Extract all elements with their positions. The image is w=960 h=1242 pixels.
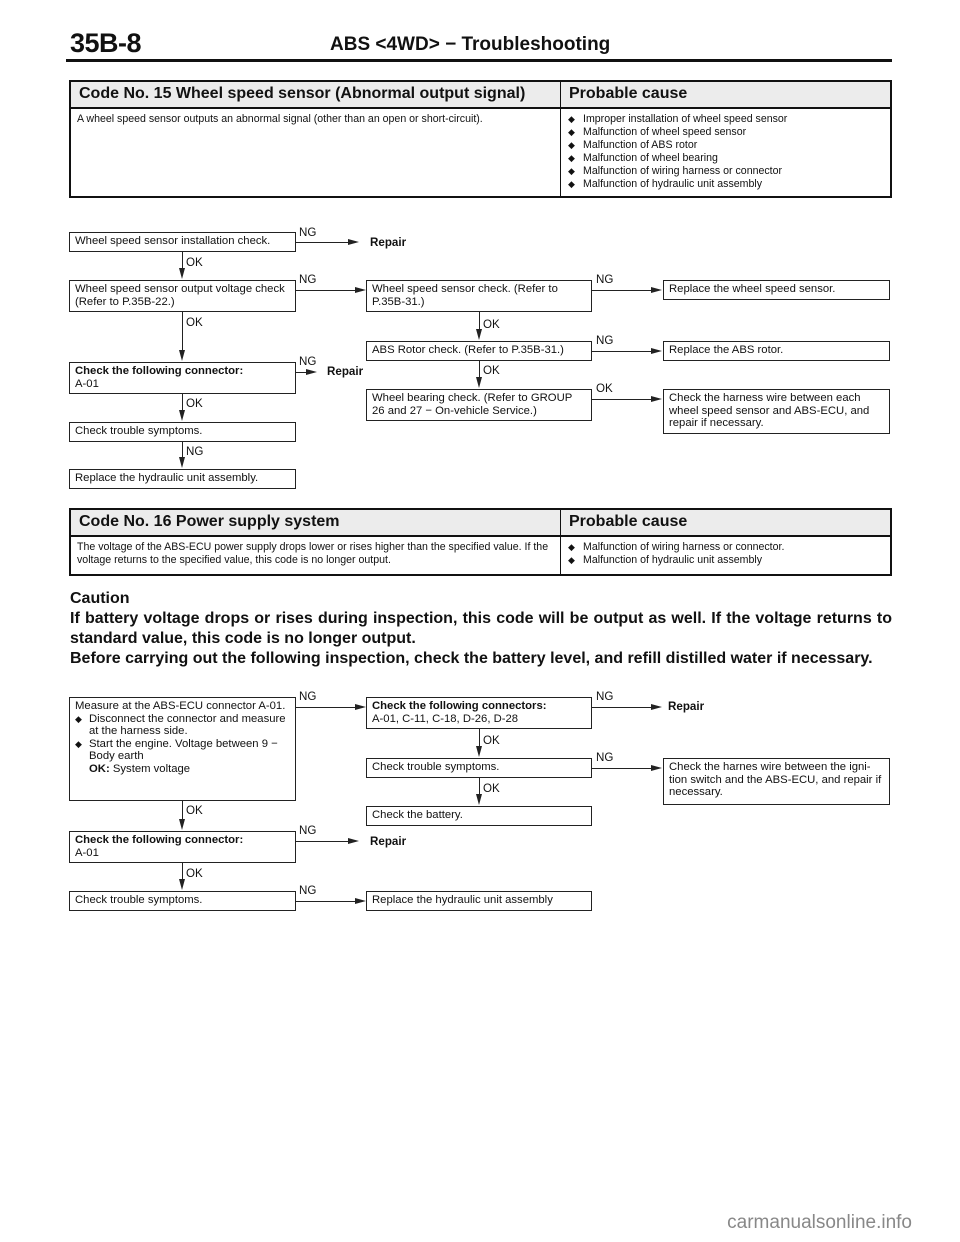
ng-label: NG [186, 445, 204, 458]
ng-connector-line [592, 768, 652, 769]
ok-label: OK [186, 804, 203, 817]
arrow-down-icon [179, 350, 185, 361]
ok-label: OK [483, 364, 500, 377]
ok-spec-label: OK: [89, 762, 110, 775]
code16-description: The voltage of the ABS-ECU power supply drops lower or rises higher than the specified value. If the voltage returns to the specified value, this code is no longer output. [70, 536, 561, 575]
battery-check-box: Check the battery. [366, 806, 592, 826]
ok-connector-line [479, 312, 480, 330]
cause-item: ◆ Malfunction of hydraulic unit assembly [567, 554, 884, 567]
repair-label: Repair [370, 835, 407, 848]
measure-step-2: ◆ Start the engine. Voltage between 9 − Body earth [75, 738, 290, 763]
arrow-down-icon [179, 879, 185, 890]
install-check-box: Wheel speed sensor installation check. [69, 232, 296, 252]
ng-connector-line [592, 290, 652, 291]
code15-cause-header: Probable cause [561, 81, 892, 108]
rotor-check-box: ABS Rotor check. (Refer to P.35B-31.) [366, 341, 592, 361]
connector-value: A-01 [75, 846, 99, 859]
ok-label: OK [483, 734, 500, 747]
ok-connector-line [479, 729, 480, 747]
connector-title: Check the following connector: [75, 365, 244, 377]
ng-label: NG [596, 334, 614, 347]
ng-connector-line [296, 242, 349, 243]
ok-connector-line [182, 863, 183, 880]
arrow-down-icon [476, 746, 482, 757]
arrow-right-icon [348, 239, 359, 245]
arrow-down-icon [476, 329, 482, 340]
trouble-check-box-2: Check trouble symptoms. [69, 891, 296, 911]
caution-line-1: If battery voltage drops or rises during inspection, this code will be output as well. If the voltage returns to standard value, this code is no longer output. [70, 610, 892, 647]
sensor-check-box: Wheel speed sensor check. (Refer to P.35B-31.) [366, 280, 592, 312]
cause-item: ◆ Malfunction of wiring harness or connector. [567, 541, 884, 554]
ng-label: NG [596, 690, 614, 703]
arrow-down-icon [476, 794, 482, 805]
ok-spec-value: System voltage [112, 762, 191, 775]
ng-label: NG [299, 273, 317, 286]
arrow-right-icon [651, 396, 662, 402]
ng-connector-line [296, 707, 356, 708]
code15-title: Code No. 15 Wheel speed sensor (Abnormal output signal) [70, 81, 561, 108]
caution-line-2: Before carrying out the following inspection, check the battery level, and refill distilled water if necessary. [70, 650, 873, 667]
replace-hydraulic-box: Replace the hydraulic unit assembly. [69, 469, 296, 489]
ng-label: NG [299, 884, 317, 897]
arrow-down-icon [179, 410, 185, 421]
ng-label: NG [299, 355, 317, 368]
ok-label: OK [186, 316, 203, 329]
harness-check-box: Check the harnes wire between the igni-tion switch and the ABS-ECU, and repair if necessary. [663, 758, 890, 805]
replace-sensor-box: Replace the wheel speed sensor. [663, 280, 890, 300]
connector-value: A-01 [75, 377, 99, 390]
connector-check-box [69, 362, 296, 394]
arrow-right-icon [355, 287, 366, 293]
ng-connector-line [592, 351, 652, 352]
measure-ok-line [75, 763, 290, 776]
page-number: 35B-8 [70, 28, 142, 58]
ng-label: NG [299, 824, 317, 837]
replace-rotor-box: Replace the ABS rotor. [663, 341, 890, 361]
ng-connector-line [296, 290, 356, 291]
ok-connector-line [182, 252, 183, 269]
connector-check-box [69, 831, 296, 863]
connectors-value: A-01, C-11, C-18, D-26, D-28 [372, 712, 519, 725]
ok-label: OK [596, 382, 613, 395]
cause-item: ◆ Malfunction of ABS rotor [567, 139, 884, 152]
ng-connector-line [296, 841, 349, 842]
code15-table [69, 80, 892, 198]
cause-item: ◆ Malfunction of wiring harness or connector [567, 165, 884, 178]
code16-title: Code No. 16 Power supply system [70, 509, 561, 536]
trouble-check-box: Check trouble symptoms. [69, 422, 296, 442]
replace-hydraulic-box: Replace the hydraulic unit assembly [366, 891, 592, 911]
arrow-down-icon [179, 268, 185, 279]
ng-connector-line [592, 707, 652, 708]
ok-connector-line [182, 801, 183, 820]
arrow-right-icon [651, 704, 662, 710]
ng-label: NG [596, 273, 614, 286]
ng-label: NG [596, 751, 614, 764]
arrow-right-icon [651, 765, 662, 771]
caution-heading: Caution [70, 590, 130, 607]
cause-item: ◆ Malfunction of wheel speed sensor [567, 126, 884, 139]
ok-label: OK [186, 256, 203, 269]
caution-block [70, 589, 892, 669]
ng-label: NG [299, 690, 317, 703]
page-title: ABS <4WD> − Troubleshooting [330, 34, 611, 55]
cause-item: ◆ Improper installation of wheel speed sensor [567, 113, 884, 126]
ok-connector-line [479, 778, 480, 795]
header-rule [66, 59, 892, 62]
ok-label: OK [483, 318, 500, 331]
repair-label: Repair [668, 700, 705, 713]
arrow-right-icon [348, 838, 359, 844]
arrow-right-icon [651, 287, 662, 293]
code16-table [69, 508, 892, 576]
connectors-title: Check the following connectors: [372, 700, 547, 712]
trouble-check-box: Check trouble symptoms. [366, 758, 592, 778]
measure-box [69, 697, 296, 801]
arrow-down-icon [179, 457, 185, 468]
repair-label: Repair [370, 236, 407, 249]
arrow-right-icon [355, 704, 366, 710]
measure-step-1: ◆ Disconnect the connector and measure at the harness side. [75, 713, 290, 738]
ok-connector-line [592, 399, 652, 400]
code16-cause-list [567, 541, 884, 567]
connectors-check-box [366, 697, 592, 729]
ok-connector-line [182, 312, 183, 351]
measure-title: Measure at the ABS-ECU connector A-01. [75, 700, 286, 712]
arrow-right-icon [306, 369, 317, 375]
harness-check-box: Check the harness wire between each wheel speed sensor and ABS-ECU, and repair if necessary. [663, 389, 890, 434]
code16-cause-header: Probable cause [561, 509, 892, 536]
output-check-box: Wheel speed sensor output voltage check (Refer to P.35B-22.) [69, 280, 296, 312]
ng-connector-line [296, 901, 356, 902]
ok-label: OK [186, 867, 203, 880]
connector-title: Check the following connector: [75, 834, 244, 846]
arrow-right-icon [651, 348, 662, 354]
bearing-check-box: Wheel bearing check. (Refer to GROUP 26 and 27 − On-vehicle Service.) [366, 389, 592, 421]
cause-item: ◆ Malfunction of wheel bearing [567, 152, 884, 165]
ng-connector-line [182, 442, 183, 458]
arrow-right-icon [355, 898, 366, 904]
arrow-down-icon [476, 377, 482, 388]
ok-label: OK [186, 397, 203, 410]
ok-connector-line [182, 394, 183, 411]
code15-description: A wheel speed sensor outputs an abnormal signal (other than an open or short-circuit). [70, 108, 561, 197]
repair-label: Repair [327, 365, 364, 378]
code15-cause-list [567, 113, 884, 191]
cause-item: ◆ Malfunction of hydraulic unit assembly [567, 178, 884, 191]
watermark: carmanualsonline.info [727, 1212, 912, 1233]
ok-connector-line [479, 361, 480, 378]
ok-label: OK [483, 782, 500, 795]
ng-label: NG [299, 226, 317, 239]
arrow-down-icon [179, 819, 185, 830]
